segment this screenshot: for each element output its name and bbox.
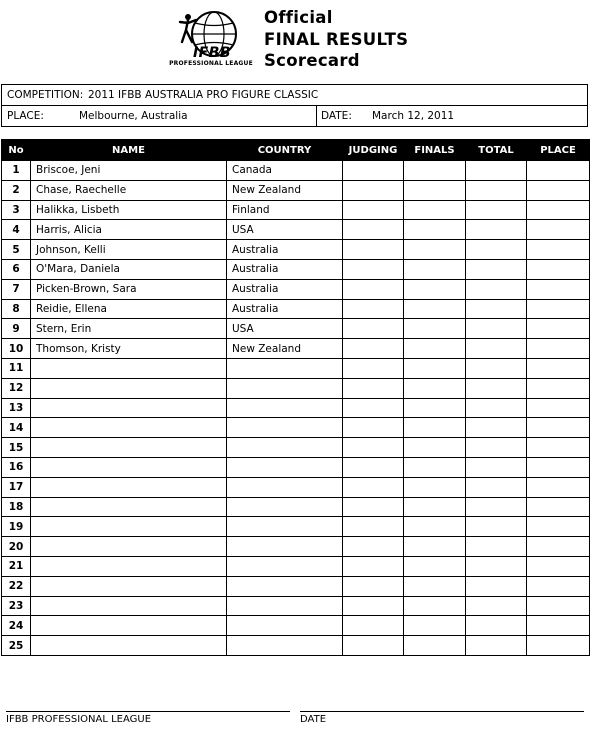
table-row — [2, 517, 590, 537]
header-finals: FINALS — [404, 140, 466, 161]
cell-no: 15 — [2, 438, 31, 458]
league-signature-line — [6, 711, 290, 725]
cell-judging — [343, 517, 404, 537]
cell-place — [527, 537, 590, 557]
cell-judging — [343, 537, 404, 557]
table-row — [2, 339, 590, 359]
cell-finals — [404, 636, 466, 656]
cell-place — [527, 259, 590, 279]
date-value: March 12, 2011 — [372, 110, 455, 122]
cell-total — [466, 438, 527, 458]
cell-country: USA — [227, 220, 343, 240]
cell-total — [466, 358, 527, 378]
cell-place — [527, 378, 590, 398]
cell-judging — [343, 240, 404, 260]
cell-name — [31, 497, 227, 517]
cell-total — [466, 180, 527, 200]
competition-value: 2011 IFBB AUSTRALIA PRO FIGURE CLASSIC — [88, 89, 319, 101]
cell-name — [31, 398, 227, 418]
cell-place — [527, 180, 590, 200]
cell-country — [227, 596, 343, 616]
cell-place — [527, 418, 590, 438]
cell-judging — [343, 378, 404, 398]
cell-judging — [343, 180, 404, 200]
cell-place — [527, 636, 590, 656]
page-title — [264, 7, 408, 72]
cell-name: Halikka, Lisbeth — [31, 200, 227, 220]
cell-judging — [343, 576, 404, 596]
table-row — [2, 220, 590, 240]
cell-place — [527, 398, 590, 418]
cell-country — [227, 457, 343, 477]
table-row — [2, 497, 590, 517]
cell-name — [31, 616, 227, 636]
cell-finals — [404, 438, 466, 458]
cell-total — [466, 477, 527, 497]
date-signature-label: DATE — [300, 714, 327, 725]
cell-judging — [343, 398, 404, 418]
results-table — [1, 139, 590, 656]
table-row — [2, 378, 590, 398]
cell-no: 6 — [2, 259, 31, 279]
cell-total — [466, 636, 527, 656]
cell-no: 3 — [2, 200, 31, 220]
table-header-row — [2, 140, 590, 161]
logo-subtext: PROFESSIONAL LEAGUE — [169, 60, 253, 67]
table-row — [2, 398, 590, 418]
cell-no: 11 — [2, 358, 31, 378]
cell-judging — [343, 358, 404, 378]
cell-country: Canada — [227, 161, 343, 181]
title-line: Scorecard — [264, 51, 360, 70]
cell-country — [227, 418, 343, 438]
cell-total — [466, 339, 527, 359]
cell-no: 12 — [2, 378, 31, 398]
cell-no: 9 — [2, 319, 31, 339]
cell-total — [466, 161, 527, 181]
cell-country — [227, 636, 343, 656]
cell-finals — [404, 180, 466, 200]
cell-place — [527, 497, 590, 517]
table-row — [2, 200, 590, 220]
table-row — [2, 358, 590, 378]
cell-finals — [404, 358, 466, 378]
cell-total — [466, 537, 527, 557]
cell-finals — [404, 616, 466, 636]
table-row — [2, 556, 590, 576]
table-row — [2, 319, 590, 339]
cell-finals — [404, 319, 466, 339]
logo-wordmark: IFBB — [192, 45, 232, 61]
table-row — [2, 576, 590, 596]
cell-finals — [404, 259, 466, 279]
cell-no: 20 — [2, 537, 31, 557]
cell-place — [527, 596, 590, 616]
table-row — [2, 259, 590, 279]
cell-total — [466, 497, 527, 517]
header-judging: JUDGING — [343, 140, 404, 161]
cell-country — [227, 537, 343, 557]
cell-name — [31, 596, 227, 616]
cell-judging — [343, 477, 404, 497]
cell-no: 21 — [2, 556, 31, 576]
cell-place — [527, 477, 590, 497]
info-divider — [316, 106, 317, 126]
cell-no: 18 — [2, 497, 31, 517]
cell-country: USA — [227, 319, 343, 339]
table-row — [2, 596, 590, 616]
cell-judging — [343, 556, 404, 576]
cell-finals — [404, 378, 466, 398]
cell-no: 7 — [2, 279, 31, 299]
cell-name: Picken-Brown, Sara — [31, 279, 227, 299]
table-row — [2, 438, 590, 458]
cell-total — [466, 279, 527, 299]
cell-country: Australia — [227, 299, 343, 319]
cell-total — [466, 240, 527, 260]
cell-total — [466, 378, 527, 398]
cell-finals — [404, 576, 466, 596]
cell-name: Briscoe, Jeni — [31, 161, 227, 181]
cell-name — [31, 636, 227, 656]
cell-country: Australia — [227, 259, 343, 279]
cell-finals — [404, 497, 466, 517]
cell-total — [466, 299, 527, 319]
cell-name — [31, 418, 227, 438]
cell-country — [227, 398, 343, 418]
date-signature-line — [300, 711, 584, 725]
place-label: PLACE: — [7, 110, 44, 122]
competition-label: COMPETITION: — [7, 89, 84, 101]
cell-judging — [343, 161, 404, 181]
cell-place — [527, 200, 590, 220]
cell-place — [527, 358, 590, 378]
cell-no: 5 — [2, 240, 31, 260]
cell-country — [227, 438, 343, 458]
cell-total — [466, 398, 527, 418]
table-row — [2, 418, 590, 438]
competition-row — [1, 84, 588, 106]
cell-judging — [343, 220, 404, 240]
cell-place — [527, 556, 590, 576]
cell-name — [31, 517, 227, 537]
cell-no: 1 — [2, 161, 31, 181]
cell-country: Australia — [227, 279, 343, 299]
cell-finals — [404, 477, 466, 497]
cell-finals — [404, 339, 466, 359]
cell-finals — [404, 596, 466, 616]
cell-total — [466, 517, 527, 537]
cell-finals — [404, 299, 466, 319]
cell-judging — [343, 279, 404, 299]
header-total: TOTAL — [466, 140, 527, 161]
cell-country: New Zealand — [227, 180, 343, 200]
cell-finals — [404, 517, 466, 537]
cell-no: 19 — [2, 517, 31, 537]
cell-place — [527, 438, 590, 458]
scorecard-header — [0, 0, 590, 84]
cell-country — [227, 576, 343, 596]
cell-total — [466, 200, 527, 220]
cell-judging — [343, 339, 404, 359]
cell-name — [31, 438, 227, 458]
cell-total — [466, 556, 527, 576]
cell-finals — [404, 556, 466, 576]
cell-name — [31, 537, 227, 557]
table-row — [2, 457, 590, 477]
cell-no: 22 — [2, 576, 31, 596]
cell-judging — [343, 200, 404, 220]
cell-no: 8 — [2, 299, 31, 319]
table-row — [2, 161, 590, 181]
header-place: PLACE — [527, 140, 590, 161]
table-row — [2, 299, 590, 319]
cell-judging — [343, 497, 404, 517]
cell-place — [527, 576, 590, 596]
cell-no: 17 — [2, 477, 31, 497]
cell-no: 2 — [2, 180, 31, 200]
cell-name: Johnson, Kelli — [31, 240, 227, 260]
cell-total — [466, 220, 527, 240]
cell-no: 24 — [2, 616, 31, 636]
place-date-row — [1, 105, 588, 127]
table-row — [2, 616, 590, 636]
cell-country: Finland — [227, 200, 343, 220]
cell-finals — [404, 220, 466, 240]
cell-place — [527, 299, 590, 319]
cell-judging — [343, 457, 404, 477]
cell-name: O'Mara, Daniela — [31, 259, 227, 279]
cell-finals — [404, 161, 466, 181]
cell-finals — [404, 418, 466, 438]
cell-judging — [343, 438, 404, 458]
cell-country — [227, 477, 343, 497]
cell-country — [227, 358, 343, 378]
cell-place — [527, 161, 590, 181]
cell-no: 25 — [2, 636, 31, 656]
cell-finals — [404, 279, 466, 299]
cell-no: 23 — [2, 596, 31, 616]
cell-judging — [343, 319, 404, 339]
cell-total — [466, 418, 527, 438]
table-row — [2, 279, 590, 299]
table-row — [2, 636, 590, 656]
cell-place — [527, 220, 590, 240]
cell-no: 4 — [2, 220, 31, 240]
cell-country — [227, 497, 343, 517]
cell-country — [227, 378, 343, 398]
cell-judging — [343, 636, 404, 656]
cell-name: Thomson, Kristy — [31, 339, 227, 359]
cell-no: 14 — [2, 418, 31, 438]
cell-finals — [404, 537, 466, 557]
cell-name: Chase, Raechelle — [31, 180, 227, 200]
cell-judging — [343, 596, 404, 616]
table-row — [2, 180, 590, 200]
cell-country — [227, 616, 343, 636]
cell-name — [31, 358, 227, 378]
cell-country: Australia — [227, 240, 343, 260]
cell-judging — [343, 299, 404, 319]
cell-finals — [404, 240, 466, 260]
cell-country: New Zealand — [227, 339, 343, 359]
cell-total — [466, 616, 527, 636]
cell-name: Stern, Erin — [31, 319, 227, 339]
cell-finals — [404, 457, 466, 477]
cell-place — [527, 319, 590, 339]
table-row — [2, 537, 590, 557]
cell-name — [31, 378, 227, 398]
title-line: Official — [264, 8, 333, 27]
cell-total — [466, 457, 527, 477]
cell-judging — [343, 259, 404, 279]
cell-total — [466, 259, 527, 279]
cell-country — [227, 556, 343, 576]
table-row — [2, 477, 590, 497]
cell-finals — [404, 200, 466, 220]
cell-name: Harris, Alicia — [31, 220, 227, 240]
cell-country — [227, 517, 343, 537]
cell-name: Reidie, Ellena — [31, 299, 227, 319]
header-no: No — [2, 140, 31, 161]
cell-no: 13 — [2, 398, 31, 418]
cell-judging — [343, 616, 404, 636]
cell-place — [527, 616, 590, 636]
cell-no: 16 — [2, 457, 31, 477]
cell-place — [527, 339, 590, 359]
cell-place — [527, 517, 590, 537]
cell-place — [527, 240, 590, 260]
cell-place — [527, 279, 590, 299]
place-value: Melbourne, Australia — [79, 110, 188, 122]
header-name: NAME — [31, 140, 227, 161]
cell-name — [31, 457, 227, 477]
league-signature-label: IFBB PROFESSIONAL LEAGUE — [6, 714, 152, 725]
cell-name — [31, 556, 227, 576]
cell-judging — [343, 418, 404, 438]
cell-total — [466, 596, 527, 616]
cell-name — [31, 576, 227, 596]
cell-place — [527, 457, 590, 477]
cell-no: 10 — [2, 339, 31, 359]
header-country: COUNTRY — [227, 140, 343, 161]
cell-total — [466, 319, 527, 339]
cell-finals — [404, 398, 466, 418]
title-line: FINAL RESULTS — [264, 29, 409, 49]
cell-total — [466, 576, 527, 596]
cell-name — [31, 477, 227, 497]
date-label: DATE: — [321, 110, 352, 122]
table-row — [2, 240, 590, 260]
